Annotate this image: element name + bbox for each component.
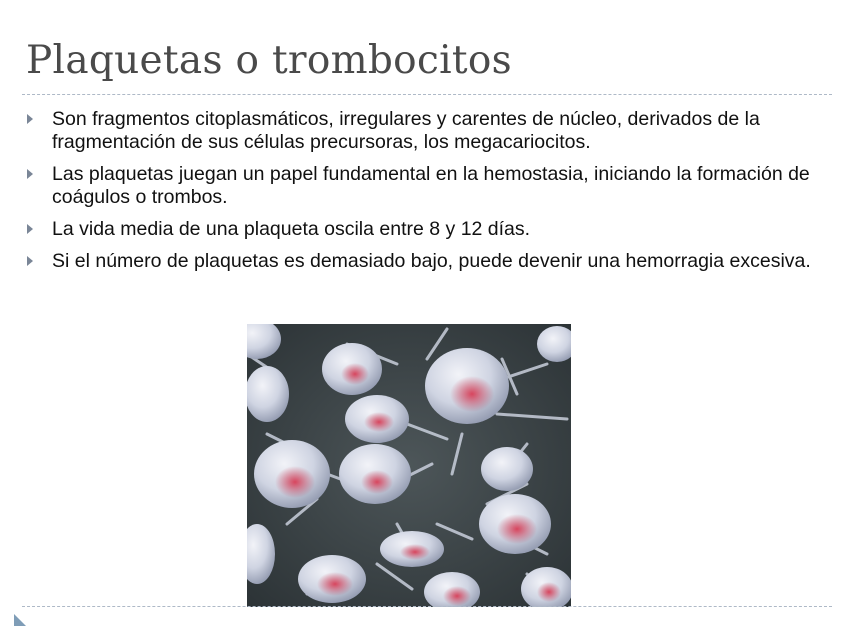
bullet-text: Si el número de plaquetas es demasiado bajo, puede devenir una hemorragia excesiva. [52, 250, 811, 272]
bullet-text: Son fragmentos citoplasmáticos, irregulares y carentes de núcleo, derivados de la fragmentación de sus células precursoras, los megacariocitos. [52, 108, 760, 153]
triangle-bullet-icon [27, 169, 33, 179]
slide-title: Plaquetas o trombocitos [26, 38, 512, 83]
triangle-bullet-icon [27, 114, 33, 124]
bullet-text: Las plaquetas juegan un papel fundamental en la hemostasia, iniciando la formación de coágulos o trombos. [52, 163, 810, 208]
bullet-item [24, 163, 824, 209]
triangle-bullet-icon [27, 224, 33, 234]
corner-triangle-icon [14, 614, 26, 626]
footer-divider [22, 606, 832, 607]
bullet-text: La vida media de una plaqueta oscila entre 8 y 12 días. [52, 218, 531, 240]
bullet-item [24, 108, 824, 154]
bullet-item [24, 218, 824, 241]
platelet-micrograph [247, 324, 571, 607]
title-divider [22, 94, 832, 95]
bullet-list [24, 108, 824, 282]
platelet-micrograph-illustration [247, 324, 571, 607]
triangle-bullet-icon [27, 256, 33, 266]
bullet-item [24, 250, 824, 273]
